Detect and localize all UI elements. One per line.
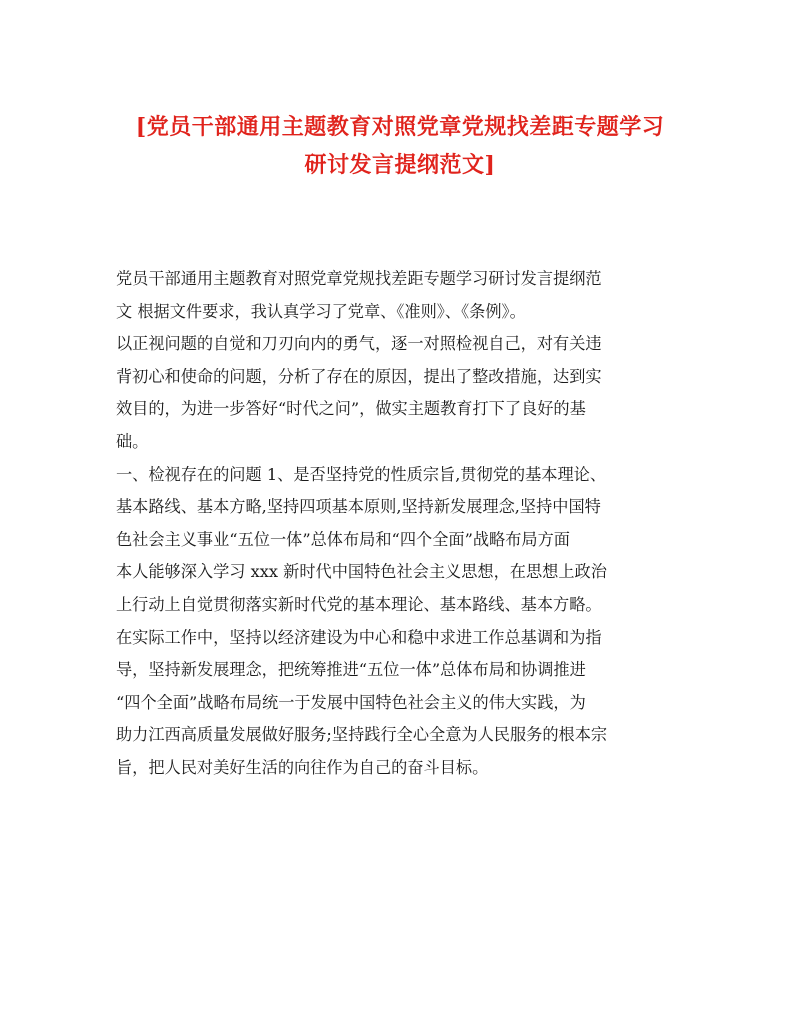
document-body <box>116 263 686 785</box>
body-line: 背初心和使命的问题，分析了存在的原因，提出了整改措施，达到实 <box>116 366 602 386</box>
body-line: 效目的，为进一步答好“时代之问”，做实主题教育打下了良好的基 <box>116 399 586 419</box>
body-line: 党员干部通用主题教育对照党章党规找差距专题学习研讨发言提纲范 <box>116 269 602 288</box>
body-line: 导，坚持新发展理念，把统筹推进“五位一体”总体布局和协调推进 <box>116 660 586 680</box>
body-line: 础。 <box>116 431 149 451</box>
body-line: “四个全面”战略布局统一于发展中国特色社会主义的伟大实践，为 <box>116 692 586 712</box>
document-title <box>100 108 700 184</box>
body-line: 在实际工作中，坚持以经济建设为中心和稳中求进工作总基调和为指 <box>116 627 602 647</box>
body-line: 助力江西高质量发展做好服务;坚持践行全心全意为人民服务的根本宗 <box>116 725 608 745</box>
body-line: 色社会主义事业“五位一体”总体布局和“四个全面”战略布局方面 <box>116 529 570 549</box>
body-line: 基本路线、基本方略,坚持四项基本原则,坚持新发展理念,坚持中国特 <box>116 497 601 517</box>
title-line-1: [党员干部通用主题教育对照党章党规找差距专题学习 <box>135 114 665 140</box>
body-line: 一、检视存在的问题 1、是否坚持党的性质宗旨,贯彻党的基本理论、 <box>116 464 607 484</box>
body-line: 上行动上自觉贯彻落实新时代党的基本理论、基本路线、基本方略。 <box>116 594 602 614</box>
body-line: 文 根据文件要求，我认真学习了党章、《准则》、《条例》。 <box>116 301 526 321</box>
body-line: 旨，把人民对美好生活的向往作为自己的奋斗目标。 <box>116 757 489 777</box>
body-line: 以正视问题的自觉和刀刃向内的勇气，逐一对照检视自己，对有关违 <box>116 334 602 354</box>
body-line: 本人能够深入学习 xxx 新时代中国特色社会主义思想，在思想上政治 <box>116 562 607 582</box>
title-line-2: 研讨发言提纲范文] <box>304 152 496 178</box>
